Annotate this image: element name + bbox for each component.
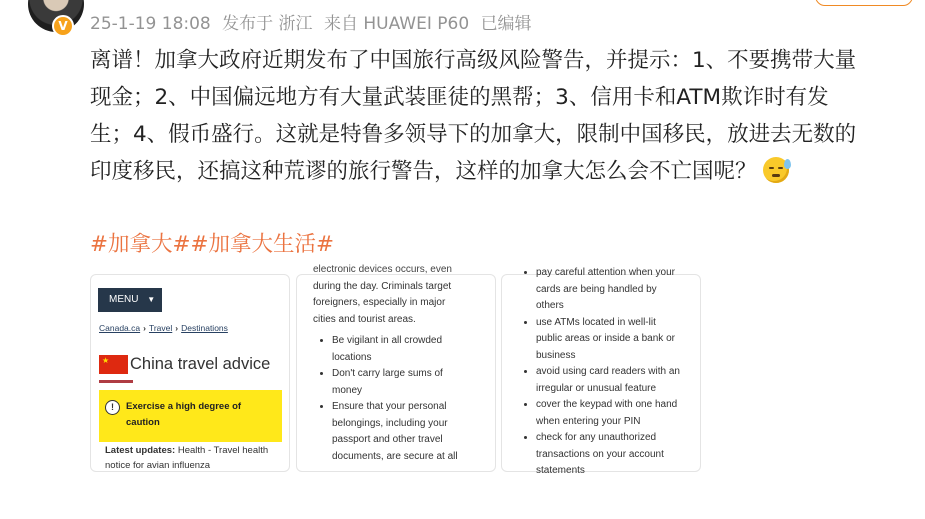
warning-icon: !: [105, 400, 120, 415]
breadcrumb: [99, 323, 228, 333]
list-item: • use ATMs located in well-lit public areas or inside a bank or business: [536, 315, 692, 365]
advice-text: [297, 262, 487, 465]
chevron-right-icon: ›: [175, 323, 179, 333]
hashtag-canada[interactable]: #加拿大#: [90, 232, 191, 257]
post-text: [90, 42, 910, 190]
latest-updates-label: Latest updates:: [105, 445, 176, 456]
title-underline: [99, 380, 133, 383]
page-title: China travel advice: [130, 355, 271, 373]
text-line: foreigners, especially in major: [313, 297, 446, 308]
list-item: • check for any unauthorized transactions on your account statements: [536, 430, 692, 480]
post-text-line-content: 印度移民，还搞这种荒谬的旅行警告，这样的加拿大怎么会不亡国呢？: [90, 159, 757, 184]
breadcrumb-destinations: Destinations: [181, 323, 228, 333]
list-item: • avoid using card readers with an irregular or unusual feature: [536, 364, 692, 397]
post-meta: [90, 9, 538, 34]
hashtag-canada-life[interactable]: #加拿大生活#: [190, 232, 335, 257]
breadcrumb-travel: Travel: [148, 323, 173, 333]
post-text-line: [90, 153, 910, 190]
post-text-line: 生；4、假币盛行。这就是特鲁多领导下的加拿大，限制中国移民，放进去无数的: [90, 122, 857, 147]
hashtags: [90, 227, 334, 258]
image-thumbnail-3[interactable]: [501, 267, 701, 476]
follow-button[interactable]: [815, 0, 913, 6]
verified-badge-icon: V: [52, 15, 74, 37]
text-line: electronic devices occurs, even: [313, 264, 452, 275]
risk-level-text: Exercise a high degree of caution: [126, 401, 242, 428]
latest-updates: [105, 443, 285, 473]
chevron-right-icon: ›: [143, 323, 146, 333]
advice-list: [502, 265, 692, 480]
post-text-line: 现金；2、中国偏远地方有大量武装匪徒的黑帮；3、信用卡和ATM欺诈时有发: [90, 85, 829, 110]
menu-label: MENU: [109, 294, 139, 305]
image-thumbnail-2[interactable]: [296, 264, 496, 472]
text-line: during the day. Criminals target: [313, 280, 452, 292]
risk-level-banner: [99, 390, 282, 442]
list-item: • Be vigilant in all crowded locations: [332, 333, 487, 366]
list-item: • pay careful attention when your cards are being handled by others: [536, 265, 692, 315]
list-item: • Don't carry large sums of money: [332, 366, 487, 399]
post-source: 来自 HUAWEI P60: [323, 14, 470, 34]
chevron-down-icon: ▼: [147, 295, 156, 304]
post-date[interactable]: 25-1-19 18:08: [90, 14, 211, 34]
list-item: • Ensure that your personal belongings, including your passport and other travel documents, are secure at all: [332, 399, 487, 465]
image-thumbnail-1[interactable]: [90, 274, 290, 472]
sweat-emoji-icon: [763, 157, 789, 183]
post-edited[interactable]: 已编辑: [480, 14, 532, 34]
breadcrumb-canada: Canada.ca: [99, 323, 141, 333]
china-flag-icon: ★: [99, 355, 128, 374]
advice-text: [502, 265, 692, 480]
post-location: 发布于 浙江: [222, 14, 313, 34]
text-line: cities and tourist areas.: [313, 313, 416, 325]
list-item: • cover the keypad with one hand when entering your PIN: [536, 397, 692, 430]
menu-button: [98, 288, 162, 312]
latest-updates-text: Health - Travel health notice for avian influenza: [105, 445, 269, 471]
advice-list: [297, 333, 487, 465]
post-text-line: 离谱！加拿大政府近期发布了中国旅行高级风险警告，并提示：1、不要携带大量: [90, 48, 857, 73]
